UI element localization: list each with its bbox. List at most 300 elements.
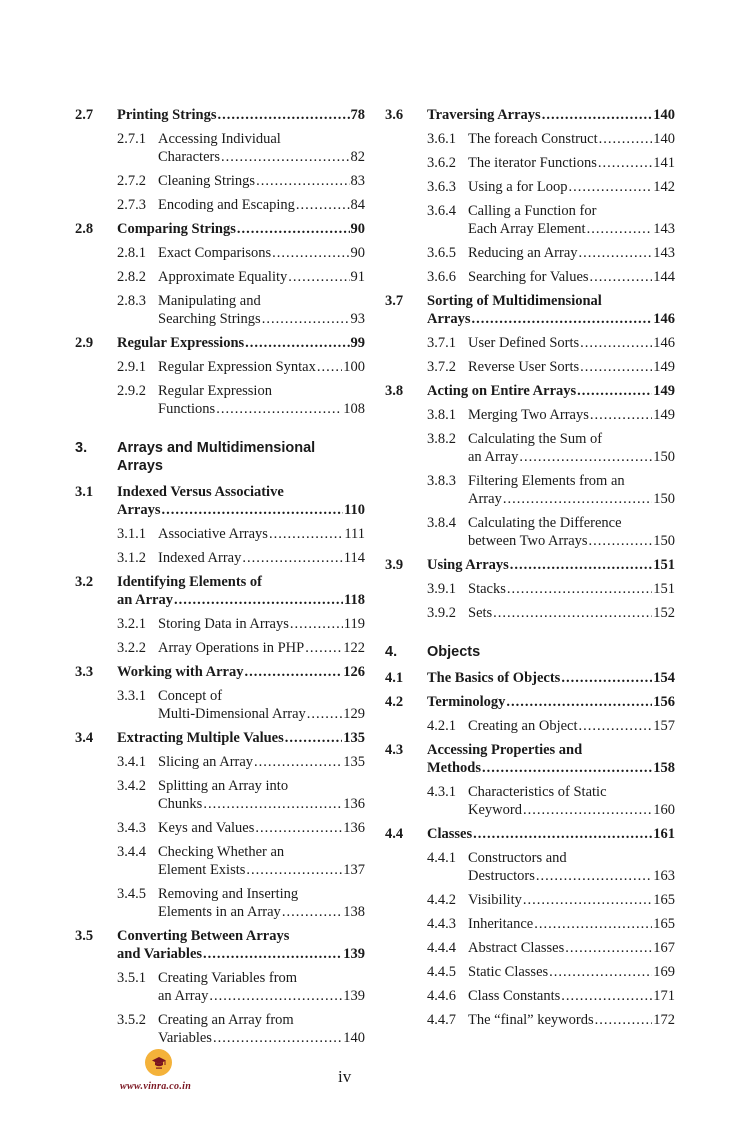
entry-title-line: Calculating the Sum of [468, 431, 603, 447]
entry-title-line [468, 963, 675, 981]
entry-number: 3.4 [75, 730, 94, 746]
entry-page-number: 167 [653, 940, 675, 956]
entry-title-line [427, 382, 675, 400]
toc-subsection-entry[interactable] [75, 753, 365, 771]
toc-right-column [385, 106, 675, 1029]
toc-subsection-entry[interactable] [385, 514, 675, 550]
entry-title [158, 196, 365, 214]
entry-title-line [117, 334, 365, 352]
entry-title-text: Associative Arrays [158, 526, 268, 542]
entry-page-number: 151 [653, 581, 675, 597]
toc-subsection-entry[interactable] [75, 615, 365, 633]
entry-page-number: 150 [653, 449, 675, 465]
entry-title-line [427, 106, 675, 124]
entry-page-number: 135 [343, 730, 365, 746]
entry-title-line [468, 490, 675, 508]
dot-leader [256, 172, 349, 190]
entry-title-text: Functions [158, 401, 216, 417]
entry-number: 2.9.1 [117, 359, 146, 375]
toc-subsection-entry[interactable] [385, 358, 675, 376]
entry-title [427, 741, 675, 777]
entry-title-line [158, 705, 365, 723]
entry-title-text: The iterator Functions [468, 155, 597, 171]
toc-section-entry[interactable] [385, 556, 675, 574]
entry-number: 4.4.2 [427, 892, 456, 908]
entry-title-line: Arrays [117, 458, 163, 474]
entry-title-line: Converting Between Arrays [117, 928, 290, 944]
dot-leader [579, 244, 653, 262]
entry-title-line [158, 525, 365, 543]
dot-leader [472, 310, 653, 328]
entry-title-line [117, 501, 365, 519]
entry-page-number: 126 [343, 664, 365, 680]
entry-page-number: 100 [343, 359, 365, 375]
entry-number: 2.8.1 [117, 245, 146, 261]
entry-title-text: Regular Expressions [117, 335, 245, 351]
dot-leader [237, 220, 350, 238]
toc-subsection-entry[interactable] [75, 969, 365, 1005]
entry-title-text: Elements in an Array [158, 904, 281, 920]
entry-title [468, 580, 675, 598]
entry-title-line [468, 130, 675, 148]
entry-number: 3.8.4 [427, 515, 456, 531]
entry-title-text: Stacks [468, 581, 506, 597]
entry-page-number: 149 [653, 407, 675, 423]
entry-page-number: 108 [343, 401, 365, 417]
entry-number: 3.4.1 [117, 754, 146, 770]
toc-section-entry[interactable] [75, 927, 365, 963]
entry-number: 3.4.4 [117, 844, 146, 860]
entry-number: 2.7.2 [117, 173, 146, 189]
toc-subsection-entry[interactable] [385, 268, 675, 286]
entry-title [158, 525, 365, 543]
entry-number: 2.8 [75, 221, 94, 237]
entry-page-number: 99 [350, 335, 365, 351]
entry-page-number: 151 [653, 557, 675, 573]
entry-title [158, 819, 365, 837]
entry-page-number: 146 [653, 335, 675, 351]
entry-title [468, 915, 675, 933]
toc-section-entry[interactable] [75, 573, 365, 609]
toc-subsection-entry[interactable] [385, 430, 675, 466]
entry-title [158, 969, 365, 1005]
entry-title-text: Working with Array [117, 664, 244, 680]
entry-number: 2.7.1 [117, 131, 146, 147]
entry-title-line [468, 406, 675, 424]
toc-subsection-entry[interactable] [385, 244, 675, 262]
entry-page-number: 114 [343, 550, 365, 566]
dot-leader [296, 196, 350, 214]
toc-subsection-entry[interactable] [75, 172, 365, 190]
entry-title-text: Reducing an Array [468, 245, 578, 261]
toc-left-column [75, 106, 365, 1047]
entry-page-number: 93 [350, 311, 365, 327]
entry-number: 3.5.1 [117, 970, 146, 986]
entry-number: 3.3.1 [117, 688, 146, 704]
dot-leader [221, 148, 350, 166]
toc-subsection-entry[interactable] [385, 406, 675, 424]
entry-title-line [468, 891, 675, 909]
entry-number: 3.1.1 [117, 526, 146, 542]
entry-title-line [468, 801, 675, 819]
entry-number: 4.4.4 [427, 940, 456, 956]
toc-subsection-entry[interactable] [75, 777, 365, 813]
entry-title-text: Slicing an Array [158, 754, 254, 770]
entry-title-text: Array [468, 491, 502, 507]
entry-number: 4.4.7 [427, 1012, 456, 1028]
dot-leader [209, 987, 342, 1005]
toc-subsection-entry[interactable] [385, 939, 675, 957]
entry-page-number: 157 [653, 718, 675, 734]
entry-title-line [158, 172, 365, 190]
entry-title-line [117, 945, 365, 963]
entry-title-line: Filtering Elements from an [468, 473, 625, 489]
entry-title-text: Arrays [427, 311, 471, 327]
entry-title [427, 556, 675, 574]
entry-title [117, 927, 365, 963]
toc-subsection-entry[interactable] [75, 819, 365, 837]
entry-title-text: Chunks [158, 796, 203, 812]
entry-title [468, 358, 675, 376]
entry-title-text: an Array [468, 449, 519, 465]
toc-subsection-entry[interactable] [385, 891, 675, 909]
dot-leader [174, 591, 343, 609]
entry-title-line [117, 106, 365, 124]
entry-title-line [158, 753, 365, 771]
entry-title-text: The “final” keywords [468, 1012, 594, 1028]
toc-subsection-entry[interactable] [385, 987, 675, 1005]
dot-leader [590, 268, 653, 286]
entry-title [468, 406, 675, 424]
entry-number: 3.2.2 [117, 640, 146, 656]
toc-subsection-entry[interactable] [75, 268, 365, 286]
entry-title [158, 382, 365, 418]
entry-title-line [468, 178, 675, 196]
entry-title-text: Abstract Classes [468, 940, 565, 956]
entry-title-line [427, 825, 675, 843]
entry-title-line [468, 604, 675, 622]
entry-page-number: 171 [653, 988, 675, 1004]
entry-title-line: Calling a Function for [468, 203, 597, 219]
entry-title [427, 693, 675, 711]
dot-leader [242, 549, 342, 567]
entry-title-text: Comparing Strings [117, 221, 236, 237]
entry-title [468, 178, 675, 196]
dot-leader [246, 861, 342, 879]
toc-section-entry[interactable] [385, 825, 675, 843]
dot-leader [269, 525, 343, 543]
entry-title-line: Identifying Elements of [117, 574, 262, 590]
entry-title-line [158, 615, 365, 633]
toc-subsection-entry[interactable] [385, 472, 675, 508]
entry-number: 3.2.1 [117, 616, 146, 632]
entry-title-text: User Defined Sorts [468, 335, 580, 351]
entry-title [468, 939, 675, 957]
entry-title-text: Searching for Values [468, 269, 589, 285]
entry-title-line [468, 580, 675, 598]
toc-subsection-entry[interactable] [385, 154, 675, 172]
entry-number: 3.1 [75, 484, 94, 500]
entry-title-line [158, 987, 365, 1005]
entry-title-text: Searching Strings [158, 311, 261, 327]
toc-subsection-entry[interactable] [385, 178, 675, 196]
entry-title [468, 987, 675, 1005]
entry-title-line [427, 759, 675, 777]
entry-page-number: 90 [350, 221, 365, 237]
dot-leader [218, 106, 350, 124]
dot-leader [580, 358, 652, 376]
toc-subsection-entry[interactable] [385, 334, 675, 352]
entry-title-line [158, 148, 365, 166]
entry-title-text: Characters [158, 149, 220, 165]
entry-title [427, 292, 675, 328]
toc-subsection-entry[interactable] [385, 580, 675, 598]
entry-title [468, 604, 675, 622]
toc-subsection-entry[interactable] [385, 849, 675, 885]
entry-number: 4.3.1 [427, 784, 456, 800]
entry-number: 3.7.1 [427, 335, 456, 351]
entry-title-text: Multi-Dimensional Array [158, 706, 306, 722]
entry-title-line: Regular Expression [158, 383, 272, 399]
entry-number: 2.9 [75, 335, 94, 351]
entry-title [468, 244, 675, 262]
entry-title-text: Keyword [468, 802, 522, 818]
entry-title [158, 885, 365, 921]
entry-page-number: 84 [350, 197, 365, 213]
entry-title [427, 669, 675, 687]
entry-number: 3.6.3 [427, 179, 456, 195]
toc-subsection-entry[interactable] [385, 717, 675, 735]
entry-page-number: 169 [653, 964, 675, 980]
entry-title-text: between Two Arrays [468, 533, 588, 549]
entry-page-number: 119 [343, 616, 365, 632]
dot-leader [290, 615, 343, 633]
entry-title-line [117, 729, 365, 747]
toc-section-entry[interactable] [75, 334, 365, 352]
entry-title [427, 643, 675, 661]
entry-number: 4. [385, 644, 398, 660]
entry-title-text: Class Constants [468, 988, 561, 1004]
entry-title-line: Characteristics of Static [468, 784, 607, 800]
entry-title [158, 172, 365, 190]
entry-title-line [468, 220, 675, 238]
entry-number: 4.1 [385, 670, 404, 686]
toc-section-entry[interactable] [75, 663, 365, 681]
toc-section-entry[interactable] [75, 106, 365, 124]
toc-subsection-entry[interactable] [75, 639, 365, 657]
dot-leader [162, 501, 344, 519]
entry-title-text: Terminology [427, 694, 506, 710]
entry-page-number: 140 [653, 107, 675, 123]
entry-title-text: Acting on Entire Arrays [427, 383, 577, 399]
dot-leader [568, 178, 652, 196]
entry-title-line [158, 861, 365, 879]
entry-title-line [158, 819, 365, 837]
entry-title-text: Using Arrays [427, 557, 509, 573]
entry-page-number: 165 [653, 892, 675, 908]
entry-title-line [158, 358, 365, 376]
entry-title-line [468, 717, 675, 735]
entry-number: 3.8.1 [427, 407, 456, 423]
toc-subsection-entry[interactable] [385, 915, 675, 933]
entry-page-number: 172 [653, 1012, 675, 1028]
entry-title [158, 130, 365, 166]
entry-title-line [158, 400, 365, 418]
entry-title-line [468, 1011, 675, 1029]
entry-number: 2.9.2 [117, 383, 146, 399]
entry-title-line: Calculating the Difference [468, 515, 622, 531]
entry-title-text: Merging Two Arrays [468, 407, 589, 423]
toc-subsection-entry[interactable] [75, 130, 365, 166]
toc-section-entry[interactable] [385, 669, 675, 687]
entry-title [158, 292, 365, 328]
dot-leader [580, 334, 652, 352]
entry-page-number: 140 [343, 1030, 365, 1046]
entry-title [427, 382, 675, 400]
entry-title-line [468, 268, 675, 286]
dot-leader [565, 939, 652, 957]
entry-page-number: 139 [343, 946, 365, 962]
toc-subsection-entry[interactable] [75, 244, 365, 262]
entry-number: 4.3 [385, 742, 404, 758]
entry-number: 4.4.3 [427, 916, 456, 932]
entry-title [117, 663, 365, 681]
toc-subsection-entry[interactable] [75, 382, 365, 418]
toc-subsection-entry[interactable] [385, 604, 675, 622]
entry-title-text: Methods [427, 760, 481, 776]
entry-number: 4.4.6 [427, 988, 456, 1004]
toc-subsection-entry[interactable] [385, 202, 675, 238]
entry-title-line [468, 915, 675, 933]
entry-title [117, 220, 365, 238]
entry-title-line [468, 334, 675, 352]
entry-number: 2.7 [75, 107, 94, 123]
entry-title-text: Visibility [468, 892, 522, 908]
website-url: www.vinra.co.in [120, 1081, 192, 1092]
entry-title-line [117, 663, 365, 681]
entry-title-text: Approximate Equality [158, 269, 288, 285]
toc-section-entry[interactable] [385, 292, 675, 328]
dot-leader [595, 1011, 653, 1029]
entry-page-number: 122 [343, 640, 365, 656]
entry-page-number: 139 [343, 988, 365, 1004]
entry-page-number: 118 [344, 592, 365, 608]
toc-subsection-entry[interactable] [75, 358, 365, 376]
entry-page-number: 136 [343, 796, 365, 812]
entry-page-number: 141 [653, 155, 675, 171]
toc-subsection-entry[interactable] [75, 525, 365, 543]
entry-page-number: 111 [344, 526, 365, 542]
entry-title-line [117, 220, 365, 238]
entry-title-line [468, 532, 675, 550]
entry-title [117, 573, 365, 609]
entry-title-line [158, 268, 365, 286]
dot-leader [288, 268, 349, 286]
entry-title-line [468, 939, 675, 957]
entry-page-number: 156 [653, 694, 675, 710]
entry-title [468, 783, 675, 819]
toc-subsection-entry[interactable] [385, 783, 675, 819]
entry-page-number: 110 [344, 502, 365, 518]
entry-title [427, 825, 675, 843]
dot-leader [282, 903, 342, 921]
dot-leader [503, 490, 652, 508]
toc-subsection-entry[interactable] [75, 1011, 365, 1047]
entry-number: 4.2.1 [427, 718, 456, 734]
dot-leader [203, 945, 342, 963]
entry-page-number: 78 [350, 107, 365, 123]
toc-section-entry[interactable] [75, 483, 365, 519]
entry-title-text: Exact Comparisons [158, 245, 272, 261]
dot-leader [519, 448, 652, 466]
dot-leader [590, 406, 652, 424]
entry-number: 3.6.4 [427, 203, 456, 219]
dot-leader [534, 915, 652, 933]
chapter-heading [75, 439, 365, 475]
entry-page-number: 83 [350, 173, 365, 189]
entry-title-text: Traversing Arrays [427, 107, 541, 123]
toc-section-entry[interactable] [75, 729, 365, 747]
entry-number: 3.4.3 [117, 820, 146, 836]
entry-title [117, 729, 365, 747]
toc-section-entry[interactable] [385, 382, 675, 400]
toc-subsection-entry[interactable] [75, 196, 365, 214]
entry-title-line: Accessing Individual [158, 131, 281, 147]
entry-title-line [427, 556, 675, 574]
entry-number: 3.2 [75, 574, 94, 590]
toc-subsection-entry[interactable] [385, 130, 675, 148]
toc-subsection-entry[interactable] [385, 963, 675, 981]
entry-title-text: Extracting Multiple Values [117, 730, 284, 746]
entry-number: 3.1.2 [117, 550, 146, 566]
toc-section-entry[interactable] [385, 741, 675, 777]
entry-title-text: Each Array Element [468, 221, 586, 237]
entry-page-number: 150 [653, 491, 675, 507]
toc-section-entry[interactable] [75, 220, 365, 238]
dot-leader [599, 130, 653, 148]
entry-title [158, 244, 365, 262]
toc-subsection-entry[interactable] [75, 885, 365, 921]
dot-leader [272, 244, 349, 262]
toc-subsection-entry[interactable] [385, 1011, 675, 1029]
entry-title-line: Indexed Versus Associative [117, 484, 284, 500]
toc-subsection-entry[interactable] [75, 687, 365, 723]
dot-leader [244, 663, 342, 681]
dot-leader [482, 759, 652, 777]
entry-title [468, 963, 675, 981]
entry-page-number: 143 [653, 245, 675, 261]
toc-subsection-entry[interactable] [75, 843, 365, 879]
dot-leader [506, 693, 652, 711]
entry-title-line [158, 196, 365, 214]
entry-page-number: 135 [343, 754, 365, 770]
toc-subsection-entry[interactable] [75, 549, 365, 567]
entry-page-number: 165 [653, 916, 675, 932]
entry-title-text: Keys and Values [158, 820, 255, 836]
entry-title-line [468, 867, 675, 885]
entry-title [468, 268, 675, 286]
entry-page-number: 163 [653, 868, 675, 884]
entry-title-line: Objects [427, 644, 481, 660]
entry-title-text: Inheritance [468, 916, 534, 932]
entry-title [158, 268, 365, 286]
entry-title-line [468, 987, 675, 1005]
entry-title [117, 439, 365, 475]
toc-section-entry[interactable] [385, 693, 675, 711]
toc-subsection-entry[interactable] [75, 292, 365, 328]
entry-title [427, 106, 675, 124]
toc-section-entry[interactable] [385, 106, 675, 124]
